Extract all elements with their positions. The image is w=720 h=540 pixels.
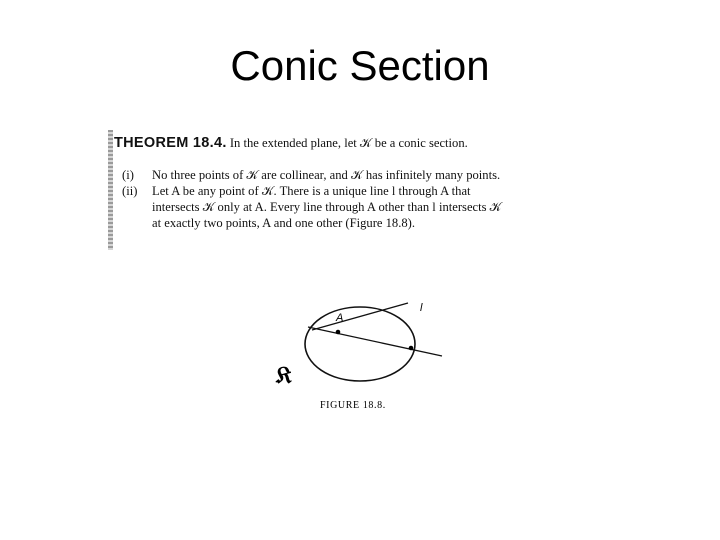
secant-line: [308, 327, 442, 356]
theorem-scan: [108, 128, 618, 252]
figure-conic: [270, 298, 460, 418]
line-l-label: l: [420, 302, 423, 314]
slide-title: Conic Section: [230, 42, 490, 89]
item-continuation: at exactly two points, A and one other (Figure 18.8).: [152, 216, 416, 230]
curve-k-label: 𝔎: [276, 360, 292, 389]
second-intersection-point: [409, 346, 414, 351]
page-edge-shadow: [108, 130, 113, 250]
theorem-item-ii: [122, 184, 471, 199]
theorem-statement: [114, 136, 468, 151]
item-number: (ii): [122, 184, 138, 198]
item-text: No three points of 𝒦 are collinear, and 𝒦 has infinitely many points.: [152, 168, 501, 182]
figure-caption: FIGURE 18.8.: [320, 400, 386, 411]
item-text: Let A be any point of 𝒦. There is a unique line l through A that: [152, 184, 471, 198]
item-number: (i): [122, 168, 134, 182]
item-continuation: intersects 𝒦 only at A. Every line through A other than l intersects 𝒦: [152, 200, 502, 214]
theorem-item-i: [122, 168, 500, 183]
point-a: [336, 330, 341, 335]
conic-ellipse: [305, 307, 415, 381]
theorem-heading: THEOREM 18.4.: [114, 135, 227, 151]
theorem-intro: In the extended plane, let 𝒦 be a conic section.: [229, 136, 468, 150]
point-a-label: A: [336, 312, 344, 324]
